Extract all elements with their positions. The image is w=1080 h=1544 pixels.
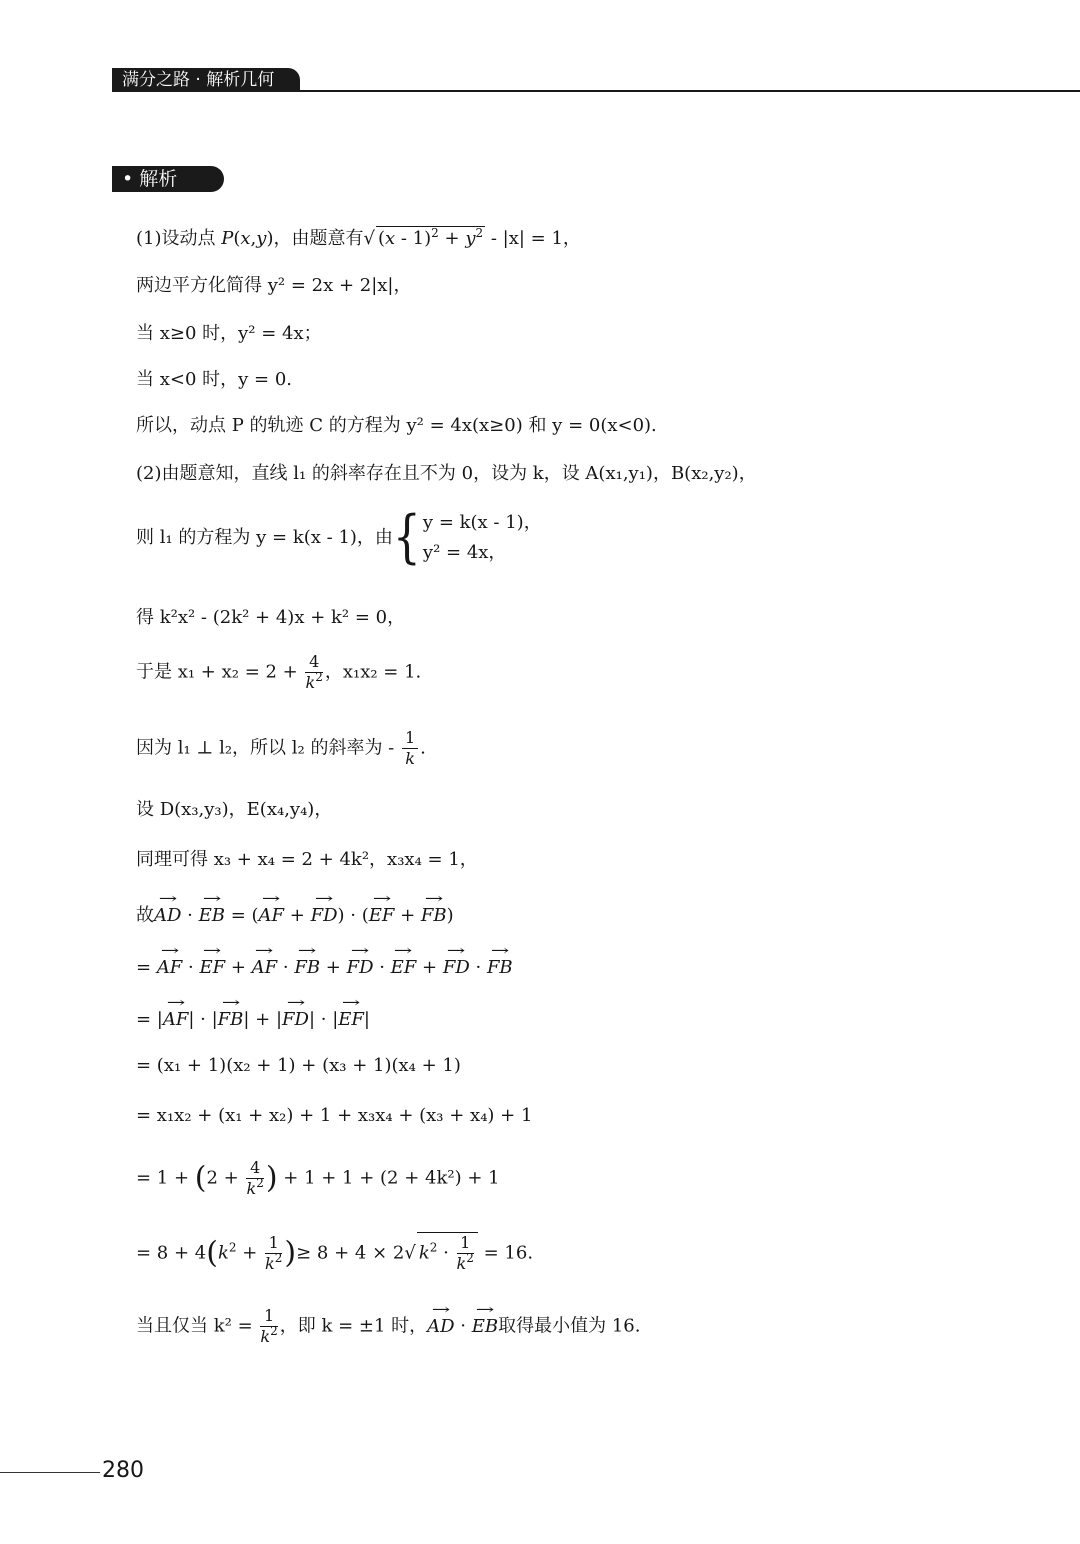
line-11: 设 D(x₃,y₃)，E(x₄,y₄)， [136,799,333,820]
line-8: 得 k²x² - (2k² + 4)x + k² = 0， [136,607,406,628]
line-15: = |→ AF| · |→ FB| + |→ FD| · |→ EF| [136,1008,370,1032]
line-18: = x₁x₂ + (x₁ + x₂) + 1 + x₃x₄ + (x₃ + x₄) + 1 [136,1105,533,1126]
equation-system: y = k(x - 1)， y² = 4x， [422,512,542,563]
sqrt-expression: $(x - 1)^2 + y^2$ [377,226,484,249]
line-7: 则 l₁ 的方程为 y = k(x - 1)，由{ y = k(x - 1)， y² = 4x， [136,504,542,571]
line-2: 两边平方化简得 y² = 2x + 2|x|， [136,275,412,296]
line-3: 当 x≥0 时，y² = 4x； [136,323,322,344]
line-4: 当 x<0 时，y = 0. [136,369,292,390]
fraction: $\frac{4}{k^2}$ [305,652,323,692]
line-1: (1)设动点 P(x,y)，由题意有√ $(x - 1)^2 + y^2 - |x| = 1$， [136,226,581,249]
header-rule [112,90,1080,92]
running-header: 满分之路 · 解析几何 [112,68,300,92]
fraction: $\frac{1}{k^2}$ [265,1233,283,1273]
line-17: = (x₁ + 1)(x₂ + 1) + (x₃ + 1)(x₄ + 1) [136,1055,461,1076]
page-number: 280 [102,1458,144,1483]
line-12: 同理可得 x₃ + x₄ = 2 + 4k²，x₃x₄ = 1， [136,849,478,870]
line-19: = 1 + (2 + $\frac{4}{k^2}$ ) + 1 + 1 + (2 + 4k²) + 1 [136,1158,500,1198]
footer-rule [0,1472,100,1473]
line-20: = $8 + 4(k^2$ + $\frac{1}{k^2}$ )≥ 8 + 4 × 2√ $k^2$ · $\frac{1}{k^2}$ = 16. [136,1233,534,1273]
line-13: 故→ AD · → EB = (→ AF + → FD) · (→ EF + → FB) [136,904,454,928]
section-label: • 解析 [112,166,224,192]
fraction: $\frac{1}{k}$ [402,728,418,769]
line-10: 因为 l₁ ⊥ l₂，所以 l₂ 的斜率为 - $\frac{1}{k}$ . [136,728,426,768]
line-6: (2)由题意知，直线 l₁ 的斜率存在且不为 0，设为 k，设 A(x₁,y₁)，B(x₂,y₂)， [136,463,757,484]
line-5: 所以，动点 P 的轨迹 C 的方程为 y² = 4x(x≥0) 和 y = 0(x<0). [136,415,657,436]
line-9: 于是 x₁ + x₂ = 2 + $\frac{4}{k^2}$ ，x₁x₂ = 1. [136,652,422,692]
fraction: $\frac{4}{k^2}$ [246,1158,264,1198]
fraction: $\frac{1}{k^2}$ [260,1306,278,1346]
line-21: 当且仅当 k² = $\frac{1}{k^2}$ ，即 k = ±1 时，→ AD · → EB取得最小值为 16. [136,1306,640,1347]
line-14: = → AF · → EF + → AF · → FB + → FD · → EF + → FD · → FB [136,956,513,980]
sqrt-expression: $k^2$ · $\frac{1}{k^2}$ [417,1232,478,1274]
brace: { [392,504,421,571]
